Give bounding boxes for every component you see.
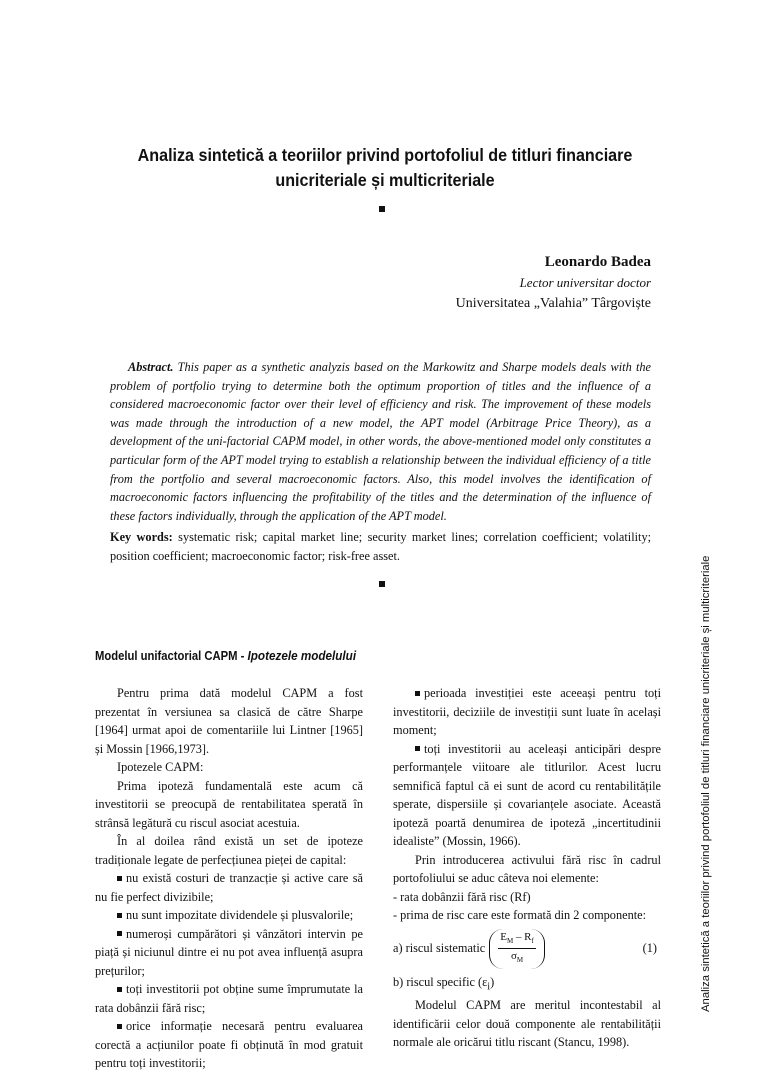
paragraph: Prima ipoteză fundamentală este acum că investitorii se preocupă de rentabilitatea sperată în strânsă legătură cu riscul asociat acestuia. (95, 778, 363, 830)
separator-square-icon (379, 581, 385, 587)
bullet-item (95, 925, 363, 981)
bullet-item (95, 980, 363, 1017)
bullet-square-icon (117, 913, 122, 918)
paragraph: Prin introducerea activului fără risc în cadrul portofoliului se aduc câteva noi elemente: (393, 852, 661, 885)
abstract-text: This paper as a synthetic analyzis based on the Markowitz and Sharpe models deals with the problem of portfolio trying to determine both the optimum proportion of titles and the influence of a considered macroeconomic factor over their level of efficiency and risk. The improvement of these models was made through the introduction of a new model, the APT model (Arbitrage Price Theory), as a development of the uni-factorial CAPM model, in other words, the above-mentioned model only constitutes a particular form of the APT model trying to establish a relationship between the individual efficiency of a title from the portfolio and several macroeconomic factors. Also, this model involves the identification of macroeconomic factors influencing the profitability of the titles and the determination of the influence of these factors individually, through the application of the APT model. (110, 360, 651, 523)
bullet-square-icon (117, 876, 122, 881)
bullet-text: nu sunt impozitate dividendele și plusvalorile; (126, 908, 354, 922)
bullet-square-icon (415, 691, 420, 696)
author-institution: Universitatea „Valahia” Târgoviște (455, 296, 651, 311)
list-line: - prima de risc care este formată din 2 componente: (393, 908, 647, 922)
paragraph: Modelul CAPM are meritul incontestabil al identificării celor două componente ale rentabilității normale ale oricărui titlu riscant (Stancu, 1998). (393, 998, 661, 1050)
abstract (110, 358, 651, 525)
paragraph: Ipotezele CAPM: (117, 760, 204, 774)
formula-fraction (498, 930, 536, 967)
bullet-square-icon (117, 931, 122, 936)
bullet-text: nu există costuri de tranzacție și active care să nu fie perfect divizibile; (95, 871, 363, 904)
bullet-item (95, 1017, 363, 1073)
side-running-title: Analiza sintetică a teoriilor privind portofoliul de titluri financiare unicriteriale și multicriteriale (700, 555, 712, 1012)
paragraph: În al doilea rând există un set de ipoteze tradiționale legate de perfecțiunea pieței de capital: (95, 834, 363, 867)
bullet-text: perioada investiției este aceeași pentru toți investitorii, deciziile de investiții sunt luate în același moment; (393, 686, 661, 737)
bullet-item (393, 684, 661, 740)
right-column (393, 684, 661, 1052)
equation-number: (1) (642, 941, 657, 956)
bullet-square-icon (117, 1024, 122, 1029)
bullet-text: numeroși cumpărători și vânzători intervin pe piață și niciunul dintre ei nu pot avea influență asupra prețurilor; (95, 926, 363, 978)
bullet-text: toți investitorii au aceleași anticipări despre performanțele viitoare ale titlurilor. Acest lucru semnifică faptul că ei sunt de acord cu rentabilitățile sperate, dispersiile și covarianțele asociate. Această ipoteză poartă denumirea de ipoteză „incertitudinii idealiste” (Mossin, 1966). (393, 741, 661, 848)
section-heading-main: Modelul unifactorial CAPM - (95, 649, 245, 663)
formula-systematic-risk (393, 927, 661, 971)
formula-numerator: $E_M - R_f$ (498, 930, 536, 949)
bullet-item (393, 740, 661, 851)
paper-title-line-1: Analiza sintetică a teoriilor privind portofoliul de titluri financiare (137, 145, 633, 165)
paragraph: Pentru prima dată modelul CAPM a fost prezentat în versiunea sa clasică de către Sharpe [1964] urmat apoi de comentariile lui Lintner [1965] și Mossin [1966,1973]. (95, 686, 363, 756)
bullet-item (95, 906, 363, 925)
left-column (95, 684, 363, 1073)
author-name: Leonardo Badea (544, 254, 651, 270)
paper-title (86, 143, 684, 193)
abstract-lead: Abstract. (128, 360, 174, 374)
bullet-square-icon (415, 746, 420, 751)
bullet-square-icon (117, 987, 122, 992)
paper-title-line-2: unicriteriale și multicriteriale (275, 170, 495, 190)
author-block (456, 251, 651, 315)
section-heading (95, 648, 356, 663)
bullet-text: orice informație necesară pentru evaluarea corectă a acțiunilor poate fi obținută în mod gratuit pentru toți investitorii; (95, 1019, 363, 1070)
author-position: Lector universitar doctor (519, 275, 651, 290)
keywords (110, 528, 651, 565)
list-line: - rata dobânzii fără risc (Rf) (393, 889, 531, 904)
formula-parentheses (489, 929, 545, 969)
formula-label: a) riscul sistematic (393, 941, 486, 956)
separator-square-icon (379, 206, 385, 212)
bullet-text: toți investitorii pot obține sume împrumutate la rata dobânzii fără risc; (95, 982, 363, 1015)
bullet-item (95, 869, 363, 906)
keywords-text: systematic risk; capital market line; security market lines; correlation coefficient; volatility; position coefficient; macroeconomic factor; risk-free asset. (110, 530, 652, 563)
formula-denominator: $\sigma_M$ (510, 950, 524, 965)
section-heading-sub: Ipotezele modelului (247, 648, 357, 663)
keywords-lead: Key words: (110, 530, 173, 544)
list-line: b) riscul specific $(\varepsilon_i)$ (393, 974, 495, 992)
